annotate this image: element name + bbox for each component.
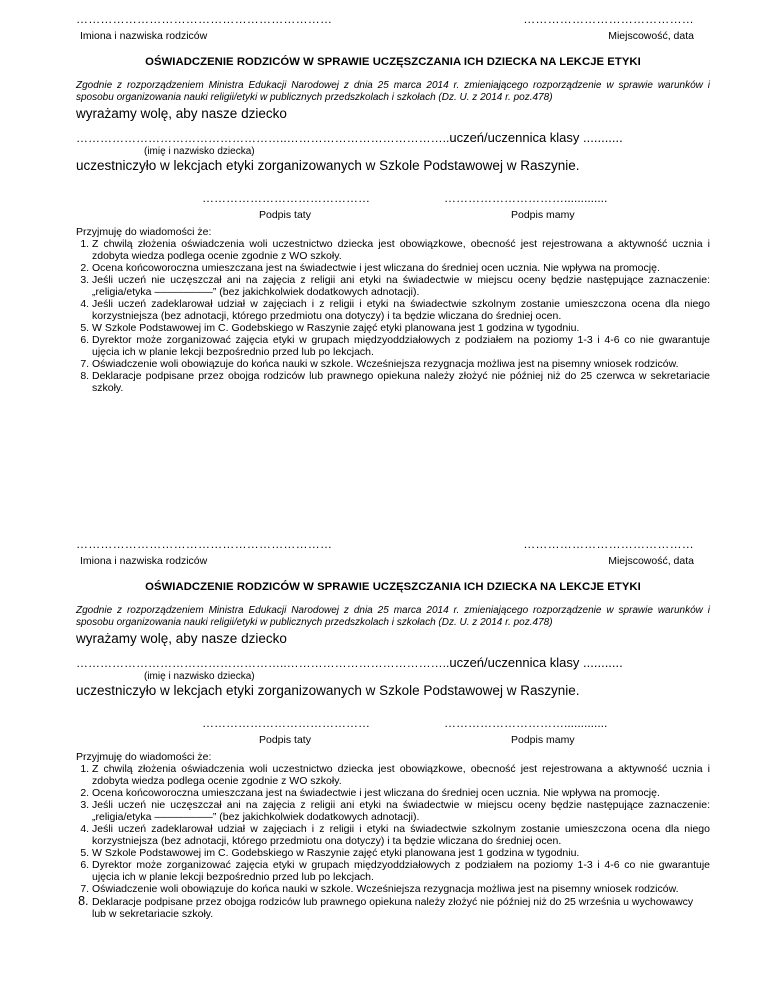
student-line <box>76 130 710 145</box>
list-item: 2. Ocena końcoworoczna umieszczana jest na świadectwie i jest wliczana do średniej ocen ucznia. Nie wpływa na promocję. <box>92 262 710 274</box>
parents-name-label: Imiona i nazwiska rodziców <box>80 30 208 42</box>
list-item: 6. Dyrektor może zorganizować zajęcia etyki w grupach międzyoddziałowych z podziałem na poziomy 1-3 i 4-6 co nie gwarantuje ujęcia ich w planie lekcji bezpośrednio przed lub po lekcjach. <box>92 334 710 358</box>
student-name-hint: (imię i nazwisko dziecka) <box>144 671 255 682</box>
legal-basis-text: Zgodnie z rozporządzeniem Ministra Edukacji Narodowej z dnia 25 marca 2014 r. zmieniającego rozporządzenie w sprawie warunków i sposobu organizowania nauki religii/etyki w publicznych przedszkolach i szkołach (Dz. U. z 2014 r. poz.478) <box>76 605 710 628</box>
form-title: OŚWIADCZENIE RODZICÓW W SPRAWIE UCZĘSZCZANIA ICH DZIECKA NA LEKCJE ETYKI <box>145 56 641 68</box>
notes-list <box>76 238 710 394</box>
father-signature-field: …………………………………… <box>202 716 370 730</box>
signature-row <box>76 191 710 223</box>
father-signature-label: Podpis taty <box>259 734 311 746</box>
list-item: 1. Z chwilą złożenia oświadczenia woli uczestnictwo dziecka jest obowiązkowe, obecność jest rejestrowana a aktywność ucznia i zdobyta wiedza podlega ocenie zgodnie z WO szkoły. <box>92 238 710 262</box>
parents-name-field: ……………………………………………………… <box>76 12 333 26</box>
mother-signature-field: …………………………............. <box>444 191 608 205</box>
student-name-hint: (imię i nazwisko dziecka) <box>144 146 255 157</box>
place-date-label: Miejscowość, data <box>608 555 694 567</box>
parents-name-field: ……………………………………………………… <box>76 537 333 551</box>
mother-signature-label: Podpis mamy <box>511 209 575 221</box>
father-signature-field: …………………………………… <box>202 191 370 205</box>
acknowledgement-heading: Przyjmuję do wiadomości że: <box>76 751 212 763</box>
acknowledgement-heading: Przyjmuję do wiadomości że: <box>76 226 212 238</box>
list-item: 5. W Szkole Podstawowej im C. Godebskiego w Raszynie zajęć etyki planowana jest 1 godzina w tygodniu. <box>92 322 710 334</box>
student-line <box>76 655 710 670</box>
attendance-statement: uczestniczyło w lekcjach etyki zorganizowanych w Szkole Podstawowej w Raszynie. <box>76 158 580 173</box>
header-row <box>76 537 710 575</box>
notes-list <box>76 763 710 920</box>
parents-name-label: Imiona i nazwiska rodziców <box>80 555 208 567</box>
student-name-field: ……………………………………………..………………………………….. <box>76 131 450 145</box>
form-title: OŚWIADCZENIE RODZICÓW W SPRAWIE UCZĘSZCZANIA ICH DZIECKA NA LEKCJE ETYKI <box>145 581 641 593</box>
place-date-label: Miejscowość, data <box>608 30 694 42</box>
list-item: 7. Oświadczenie woli obowiązuje do końca nauki w szkole. Wcześniejsza rezygnacja możliwa jest na pisemny wniosek rodziców. <box>92 358 710 370</box>
list-item: 2. Ocena końcoworoczna umieszczana jest na świadectwie i jest wliczana do średniej ocen ucznia. Nie wpływa na promocję. <box>92 787 710 799</box>
list-item: 7. Oświadczenie woli obowiązuje do końca nauki w szkole. Wcześniejsza rezygnacja możliwa jest na pisemny wniosek rodziców. <box>92 883 710 895</box>
list-item: 4. Jeśli uczeń zadeklarował udział w zajęciach i z religii i etyki na świadectwie szkolnym zostanie umieszczona ocena dla niego korzystniejsza (bez adnotacji, którego przedmiotu ona dotyczy) i ta będzie wliczana do średniej ocen. <box>92 298 710 322</box>
will-statement: wyrażamy wolę, aby nasze dziecko <box>76 631 287 646</box>
student-name-field: ……………………………………………..………………………………….. <box>76 656 450 670</box>
place-date-field: …………………………………… <box>523 12 694 26</box>
student-class-text: uczeń/uczennica klasy ........... <box>449 655 623 670</box>
declaration-form-2 <box>76 537 710 920</box>
list-item: 3. Jeśli uczeń nie uczęszczał ani na zajęcia z religii ani etyki na świadectwie w miejscu oceny będzie następujące zaznaczenie: „religia/etyka ––––––––––” (bez jakichkolwiek dodatkowych adnotacji). <box>92 799 710 823</box>
list-item: 1. Z chwilą złożenia oświadczenia woli uczestnictwo dziecka jest obowiązkowe, obecność jest rejestrowana a aktywność ucznia i zdobyta wiedza podlega ocenie zgodnie z WO szkoły. <box>92 763 710 787</box>
will-statement: wyrażamy wolę, aby nasze dziecko <box>76 106 287 121</box>
list-item: 4. Jeśli uczeń zadeklarował udział w zajęciach i z religii i etyki na świadectwie szkolnym zostanie umieszczona ocena dla niego korzystniejsza (bez adnotacji, którego przedmiotu ona dotyczy) i ta będzie wliczana do średniej ocen. <box>92 823 710 847</box>
signature-row <box>76 716 710 748</box>
list-item: 6. Dyrektor może zorganizować zajęcia etyki w grupach międzyoddziałowych z podziałem na poziomy 1-3 i 4-6 co nie gwarantuje ujęcia ich w planie lekcji bezpośrednio przed lub po lekcjach. <box>92 859 710 883</box>
legal-basis-text: Zgodnie z rozporządzeniem Ministra Edukacji Narodowej z dnia 25 marca 2014 r. zmieniającego rozporządzenie w sprawie warunków i sposobu organizowania nauki religii/etyki w publicznych przedszkolach i szkołach (Dz. U. z 2014 r. poz.478) <box>76 80 710 103</box>
father-signature-label: Podpis taty <box>259 209 311 221</box>
header-row <box>76 12 710 50</box>
list-item: 8. Deklaracje podpisane przez obojga rodziców lub prawnego opiekuna należy złożyć nie później niż do 25 września u wychowawcy lub w sekretariacie szkoły. <box>92 895 710 920</box>
mother-signature-label: Podpis mamy <box>511 734 575 746</box>
attendance-statement: uczestniczyło w lekcjach etyki zorganizowanych w Szkole Podstawowej w Raszynie. <box>76 683 580 698</box>
list-item: 3. Jeśli uczeń nie uczęszczał ani na zajęcia z religii ani etyki na świadectwie w miejscu oceny będzie następujące zaznaczenie: „religia/etyka ––––––––––” (bez jakichkolwiek dodatkowych adnotacji). <box>92 274 710 298</box>
student-class-text: uczeń/uczennica klasy ........... <box>449 130 623 145</box>
place-date-field: …………………………………… <box>523 537 694 551</box>
list-item: 8. Deklaracje podpisane przez obojga rodziców lub prawnego opiekuna należy złożyć nie później niż do 25 czerwca w sekretariacie szkoły. <box>92 370 710 394</box>
mother-signature-field: …………………………............. <box>444 716 608 730</box>
list-item: 5. W Szkole Podstawowej im C. Godebskiego w Raszynie zajęć etyki planowana jest 1 godzina w tygodniu. <box>92 847 710 859</box>
declaration-form-1 <box>76 12 710 394</box>
